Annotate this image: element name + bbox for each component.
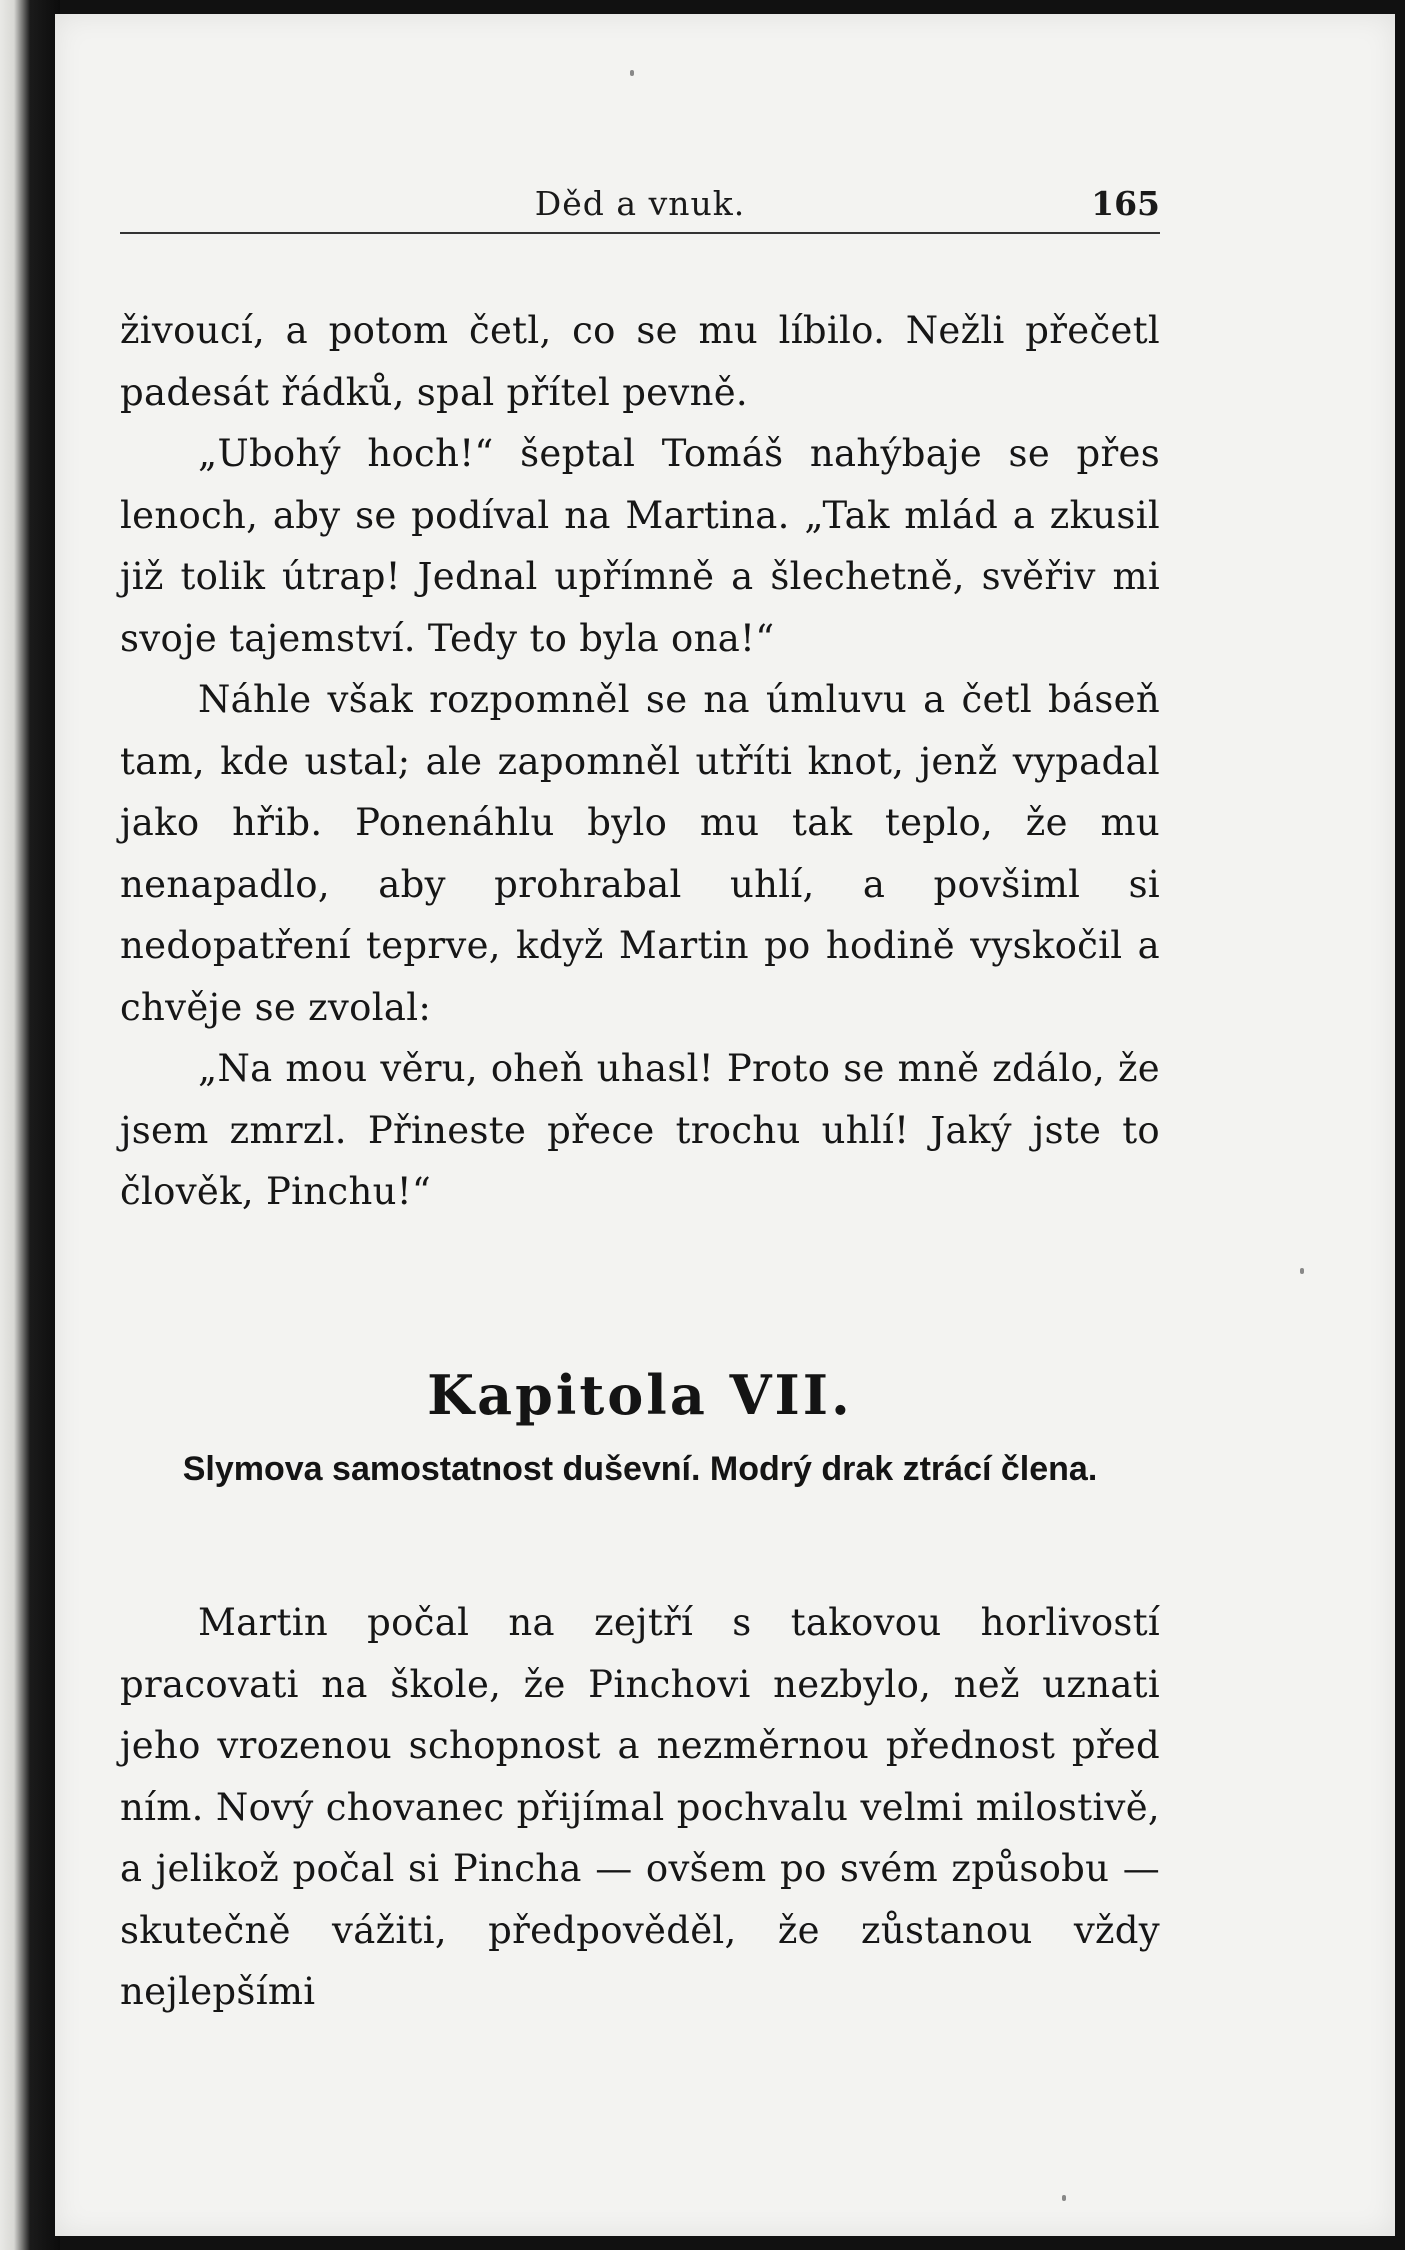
- paragraph: živoucí, a potom četl, co se mu líbilo. Nežli přečetl padesát řádků, spal přítel pevně.: [120, 309, 1160, 414]
- scan-edge: [0, 0, 60, 2250]
- page-number: 165: [1091, 184, 1160, 223]
- chapter-subtitle: Slymova samostatnost duševní. Modrý drak ztrácí člena.: [182, 1450, 1098, 1488]
- scan-speck: [1300, 1268, 1304, 1274]
- chapter-header: [120, 1355, 1160, 1495]
- paragraph: Martin počal na zejtří s takovou horlivostí pracovati na škole, že Pinchovi nezbylo, než uznati jeho vrozenou schopnost a nezměrnou přednost před ním. Nový chovanec přijímal pochvalu velmi milostivě, a jelikož počal si Pincha — ovšem po svém způsobu — skutečně vážiti, předpověděl, že zůstanou vždy nejlepšími: [120, 1601, 1160, 2013]
- paragraph: Náhle však rozpomněl se na úmluvu a četl báseň tam, kde ustal; ale zapomněl utříti knot, jenž vypadal jako hřib. Ponenáhlu bylo mu tak teplo, že mu nenapadlo, aby prohrabal uhlí, a povšiml si nedopatření teprve, když Martin po hodině vyskočil a chvěje se zvolal:: [120, 678, 1160, 1029]
- chapter-heading: Kapitola VII.: [427, 1363, 853, 1427]
- scan-speck: [630, 70, 634, 76]
- paragraph: „Na mou věru, oheň uhasl! Proto se mně zdálo, že jsem zmrzl. Přineste přece trochu uhlí! Jaký jste to člověk, Pinchu!“: [120, 1047, 1160, 1213]
- paragraph: „Ubohý hoch!“ šeptal Tomáš nahýbaje se přes lenoch, aby se podíval na Martina. „Tak mlád a zkusil již tolik útrap! Jednal upřímně a šlechetně, svěřiv mi svoje tajemství. Tedy to byla ona!“: [120, 432, 1160, 660]
- scan-speck: [1062, 2195, 1066, 2201]
- text-block-after-chapter: [120, 1592, 1160, 2023]
- running-title: Děd a vnuk.: [534, 184, 746, 223]
- text-block-before-chapter: [120, 300, 1160, 1223]
- page-header: [120, 176, 1160, 234]
